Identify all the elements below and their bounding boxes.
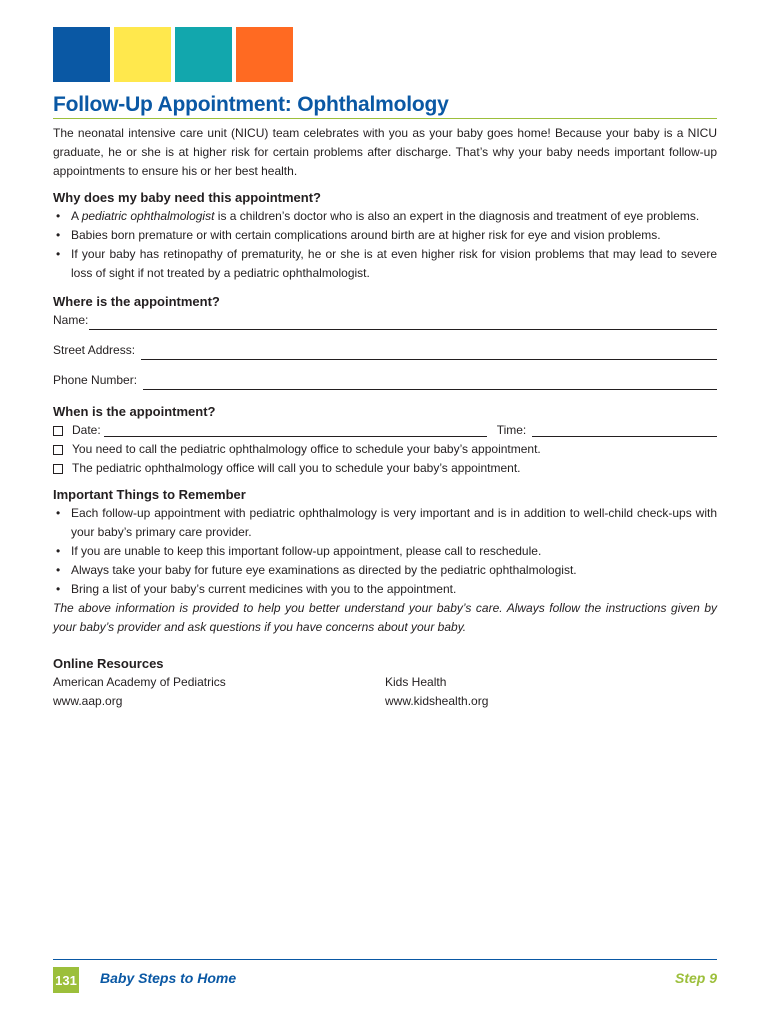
intro-paragraph: The neonatal intensive care unit (NICU) team celebrates with you as your baby goes home! Because your baby is a NICU graduate, he or she is at higher risk for certain problems after discharge. That’s why your baby needs important follow-up appointments to ensure his or her best health.: [53, 126, 717, 178]
important-list: [53, 504, 717, 599]
resource-aap: [53, 673, 385, 711]
page-number: 131: [53, 967, 79, 993]
page-title: Follow-Up Appointment: Ophthalmology: [53, 93, 717, 119]
resource-name: American Academy of Pediatrics: [53, 675, 226, 689]
yellow-block: [114, 27, 171, 82]
list-item: • A pediatric ophthalmologist is a children’s doctor who is also an expert in the diagnosis and treatment of eye problems.: [53, 207, 717, 226]
address-label: Street Address:: [53, 343, 136, 357]
important-heading: Important Things to Remember: [53, 487, 246, 502]
name-field[interactable]: [53, 311, 717, 330]
time-line[interactable]: [532, 424, 717, 437]
list-item: • Always take your baby for future eye examinations as directed by the pediatric ophthalmologist.: [53, 561, 717, 580]
phone-label: Phone Number:: [53, 373, 138, 387]
address-line[interactable]: [141, 345, 717, 360]
resources-heading: Online Resources: [53, 656, 164, 671]
resource-kidshealth: [385, 673, 717, 711]
name-line[interactable]: [89, 315, 717, 330]
list-item: • Babies born premature or with certain complications around birth are at higher risk for eye and vision problems.: [53, 226, 717, 245]
time-label: Time:: [496, 423, 527, 437]
footer-step: Step 9: [674, 970, 717, 986]
option-call-text: You need to call the pediatric ophthalmology office to schedule your baby’s appointment.: [72, 442, 541, 456]
document-body: [53, 124, 717, 711]
resource-name: Kids Health: [385, 675, 447, 689]
disclaimer-note: The above information is provided to help you better understand your baby’s care. Always follow the instructions given by your baby’s provider and ask questions if you have concerns about your baby.: [53, 601, 717, 634]
option-office-calls-row: [53, 459, 717, 478]
name-label: Name:: [53, 313, 89, 327]
why-list: [53, 207, 717, 283]
phone-field[interactable]: [53, 371, 717, 390]
option-call-row: [53, 440, 717, 459]
footer-divider: [53, 959, 717, 960]
address-field[interactable]: [53, 341, 717, 360]
date-time-row: [53, 421, 717, 440]
list-item: • If your baby has retinopathy of prematurity, he or she is at even higher risk for vision problems that may lead to severe loss of sight if not treated by a pediatric ophthalmologist.: [53, 245, 717, 283]
resources-columns: [53, 673, 717, 711]
why-heading: Why does my baby need this appointment?: [53, 190, 321, 205]
where-heading: Where is the appointment?: [53, 294, 220, 309]
teal-block: [175, 27, 232, 82]
resource-link[interactable]: www.kidshealth.org: [385, 694, 489, 708]
list-item: • Each follow-up appointment with pediatric ophthalmology is very important and is in addition to well-child check-ups with your baby’s primary care provider.: [53, 504, 717, 542]
footer-title: Baby Steps to Home: [100, 970, 237, 986]
orange-block: [236, 27, 293, 82]
color-blocks: [53, 27, 293, 82]
call-office-checkbox[interactable]: [53, 445, 63, 455]
option-office-text: The pediatric ophthalmology office will call you to schedule your baby’s appointment.: [72, 461, 521, 475]
resource-link[interactable]: www.aap.org: [53, 694, 123, 708]
list-item: • If you are unable to keep this important follow-up appointment, please call to reschedule.: [53, 542, 717, 561]
office-calls-checkbox[interactable]: [53, 464, 63, 474]
phone-line[interactable]: [143, 375, 717, 390]
when-heading: When is the appointment?: [53, 404, 216, 419]
date-checkbox[interactable]: [53, 426, 63, 436]
blue-block: [53, 27, 110, 82]
date-label: Date:: [72, 423, 101, 437]
list-item: • Bring a list of your baby’s current medicines with you to the appointment.: [53, 580, 717, 599]
date-line[interactable]: [104, 424, 487, 437]
